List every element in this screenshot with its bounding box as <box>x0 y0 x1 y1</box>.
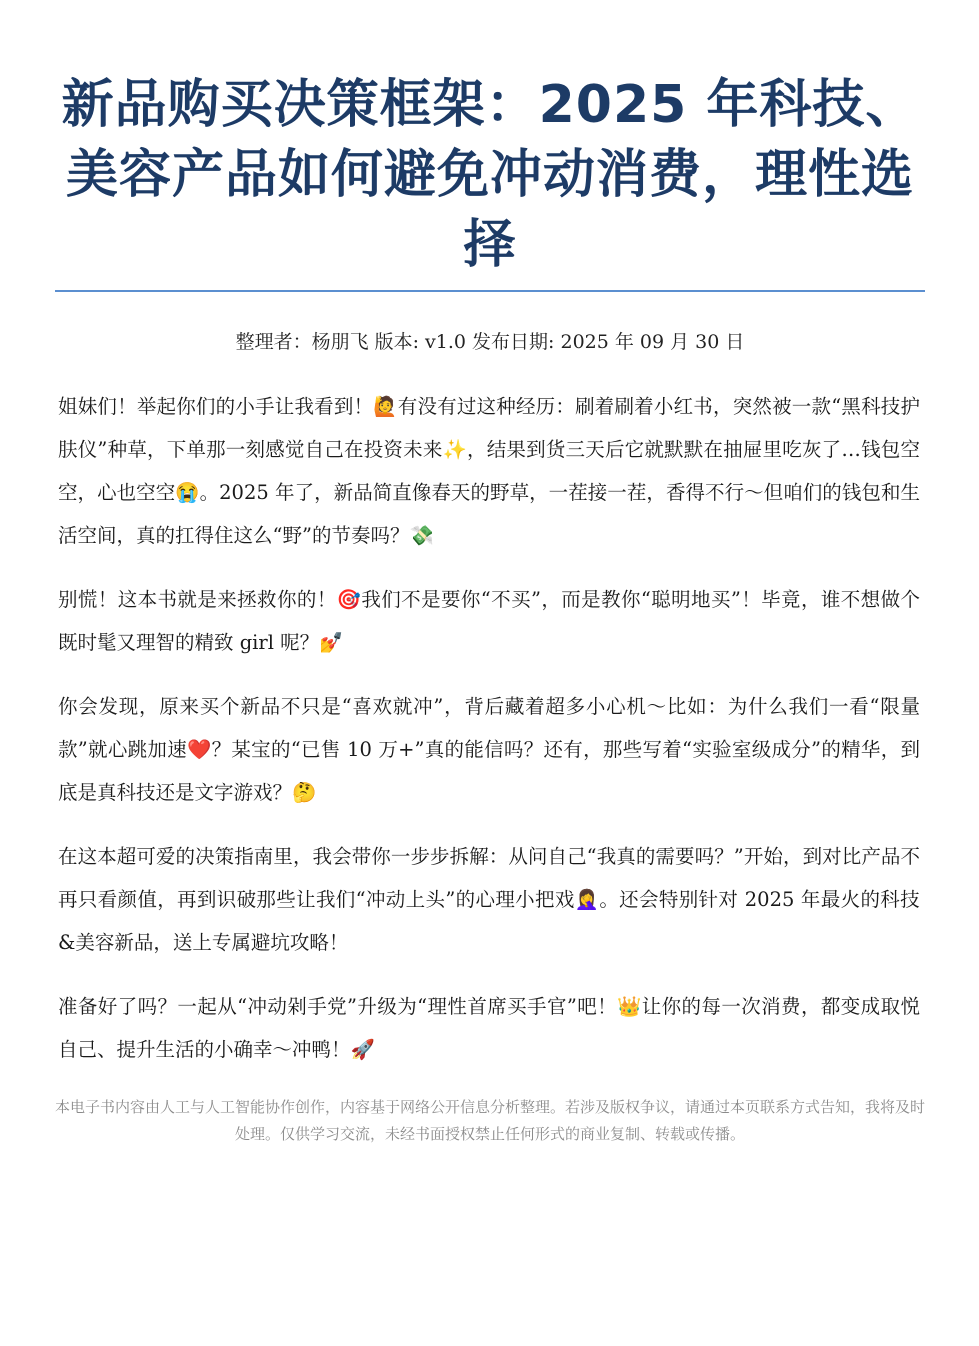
paragraph-psychology: 你会发现，原来买个新品不只是“喜欢就冲”，背后藏着超多小心机～比如：为什么我们一看“限量款”就心跳加速❤️？某宝的“已售 10 万+”真的能信吗？还有，那些写着“实验室级成分”的精华，到底是真科技还是文字游戏？🤔 <box>58 695 920 804</box>
title-divider <box>55 290 925 292</box>
paragraph-purpose: 别慌！这本书就是来拯救你的！🎯我们不是要你“不买”，而是教你“聪明地买”！毕竟，谁不想做个既时髦又理智的精致 girl 呢？💅 <box>58 588 920 654</box>
copyright-notice: 本电子书内容由人工与人工智能协作创作，内容基于网络公开信息分析整理。若涉及版权争议，请通过本页联系方式告知，我将及时处理。仅供学习交流，未经书面授权禁止任何形式的商业复制、转载或传播。 <box>55 1098 926 1143</box>
page-title: 新品购买决策框架：2025 年科技、美容产品如何避免冲动消费，理性选择 <box>61 75 919 275</box>
paragraph-intro: 姐妹们！举起你们的小手让我看到！🙋有没有过这种经历：刷着刷着小红书，突然被一款“黑科技护肤仪”种草，下单那一刻感觉自己在投资未来✨，结果到货三天后它就默默在抽屉里吃灰了…钱包空空，心也空空😭。2025 年了，新品简直像春天的野草，一茬接一茬，香得不行～但咱们的钱包和生活空间，真的扛得住这么“野”的节奏吗？💸 <box>58 395 920 547</box>
body-content <box>58 385 920 1092</box>
paragraph-guide: 在这本超可爱的决策指南里，我会带你一步步拆解：从问自己“我真的需要吗？”开始，到对比产品不再只看颜值，再到识破那些让我们“冲动上头”的心理小把戏🤦‍♀️。还会特别针对 2025 年最火的科技&美容新品，送上专属避坑攻略！ <box>58 845 920 954</box>
paragraph-closing: 准备好了吗？一起从“冲动剁手党”升级为“理性首席买手官”吧！👑让你的每一次消费，都变成取悦自己、提升生活的小确幸～冲鸭！🚀 <box>58 995 920 1061</box>
document-meta: 整理者：杨朋飞 版本: v1.0 发布日期: 2025 年 09 月 30 日 <box>235 331 745 353</box>
